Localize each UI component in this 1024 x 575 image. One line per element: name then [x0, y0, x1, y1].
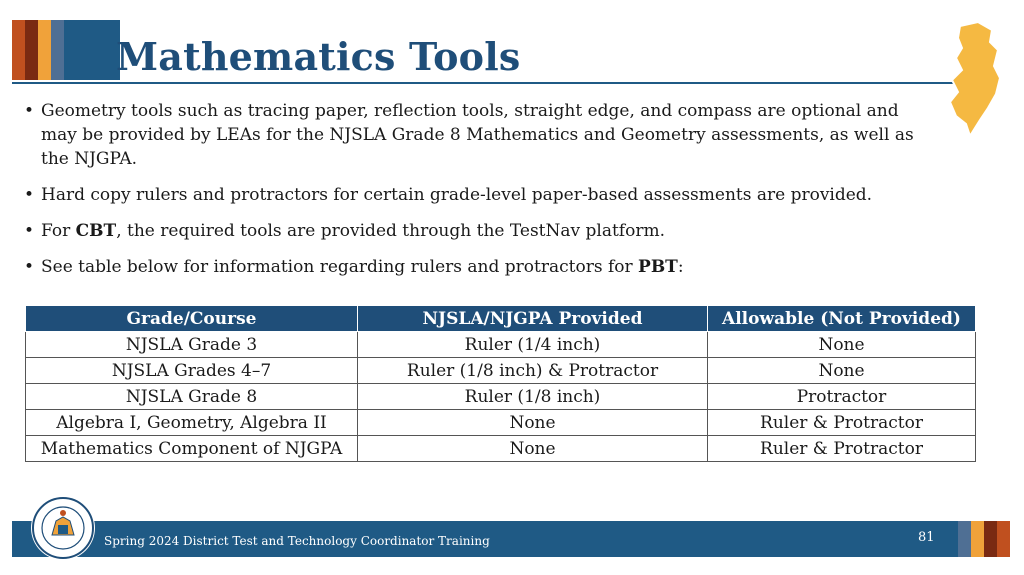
stripe — [997, 521, 1010, 557]
title-divider — [12, 82, 970, 84]
new-jersey-map-icon — [940, 20, 1004, 140]
table-row — [26, 436, 976, 462]
table-cell: Ruler & Protractor — [708, 410, 976, 436]
table-cell: NJSLA Grade 8 — [26, 384, 358, 410]
column-header: Allowable (Not Provided) — [708, 306, 976, 332]
column-header: Grade/Course — [26, 306, 358, 332]
table-cell: NJSLA Grades 4–7 — [26, 358, 358, 384]
slide-title: Mathematics Tools — [116, 34, 521, 79]
stripe — [25, 20, 38, 80]
table-row — [26, 410, 976, 436]
bold-term: PBT — [638, 257, 678, 277]
bullet-list — [24, 99, 924, 291]
tools-table — [25, 305, 976, 462]
bullet-item: • Geometry tools such as tracing paper, reflection tools, straight edge, and compass are optional and may be provided by LEAs for the NJSLA Grade 8 Mathematics and Geometry assessments, as well as the NJGPA. — [24, 99, 924, 171]
bullet-item: • For CBT, the required tools are provided through the TestNav platform. — [24, 219, 924, 243]
table-row — [26, 384, 976, 410]
table-cell: Ruler & Protractor — [708, 436, 976, 462]
table-cell: Ruler (1/4 inch) — [358, 332, 708, 358]
table-row — [26, 332, 976, 358]
table-cell: Protractor — [708, 384, 976, 410]
table-cell: Algebra I, Geometry, Algebra II — [26, 410, 358, 436]
table-cell: Ruler (1/8 inch) & Protractor — [358, 358, 708, 384]
nj-department-of-education-seal-icon — [30, 495, 96, 561]
stripe — [984, 521, 997, 557]
table-cell: None — [708, 358, 976, 384]
table-cell: NJSLA Grade 3 — [26, 332, 358, 358]
table-cell: None — [708, 332, 976, 358]
stripe — [12, 20, 25, 80]
stripe — [38, 20, 51, 80]
table-header-row — [26, 306, 976, 332]
footer-stripes — [958, 521, 1010, 557]
stripe — [51, 20, 64, 80]
stripe — [64, 20, 120, 80]
table-row — [26, 358, 976, 384]
table-cell: Mathematics Component of NJGPA — [26, 436, 358, 462]
bullet-item: • See table below for information regarding rulers and protractors for PBT: — [24, 255, 924, 279]
table-cell: None — [358, 436, 708, 462]
stripe — [971, 521, 984, 557]
bullet-item: • Hard copy rulers and protractors for certain grade-level paper-based assessments are provided. — [24, 183, 924, 207]
stripe — [958, 521, 971, 557]
footer-text: Spring 2024 District Test and Technology Coordinator Training — [104, 534, 490, 548]
table-cell: Ruler (1/8 inch) — [358, 384, 708, 410]
bold-term: CBT — [75, 221, 117, 241]
column-header: NJSLA/NJGPA Provided — [358, 306, 708, 332]
page-number: 81 — [918, 530, 935, 545]
table-cell: None — [358, 410, 708, 436]
header-stripes — [12, 20, 120, 80]
